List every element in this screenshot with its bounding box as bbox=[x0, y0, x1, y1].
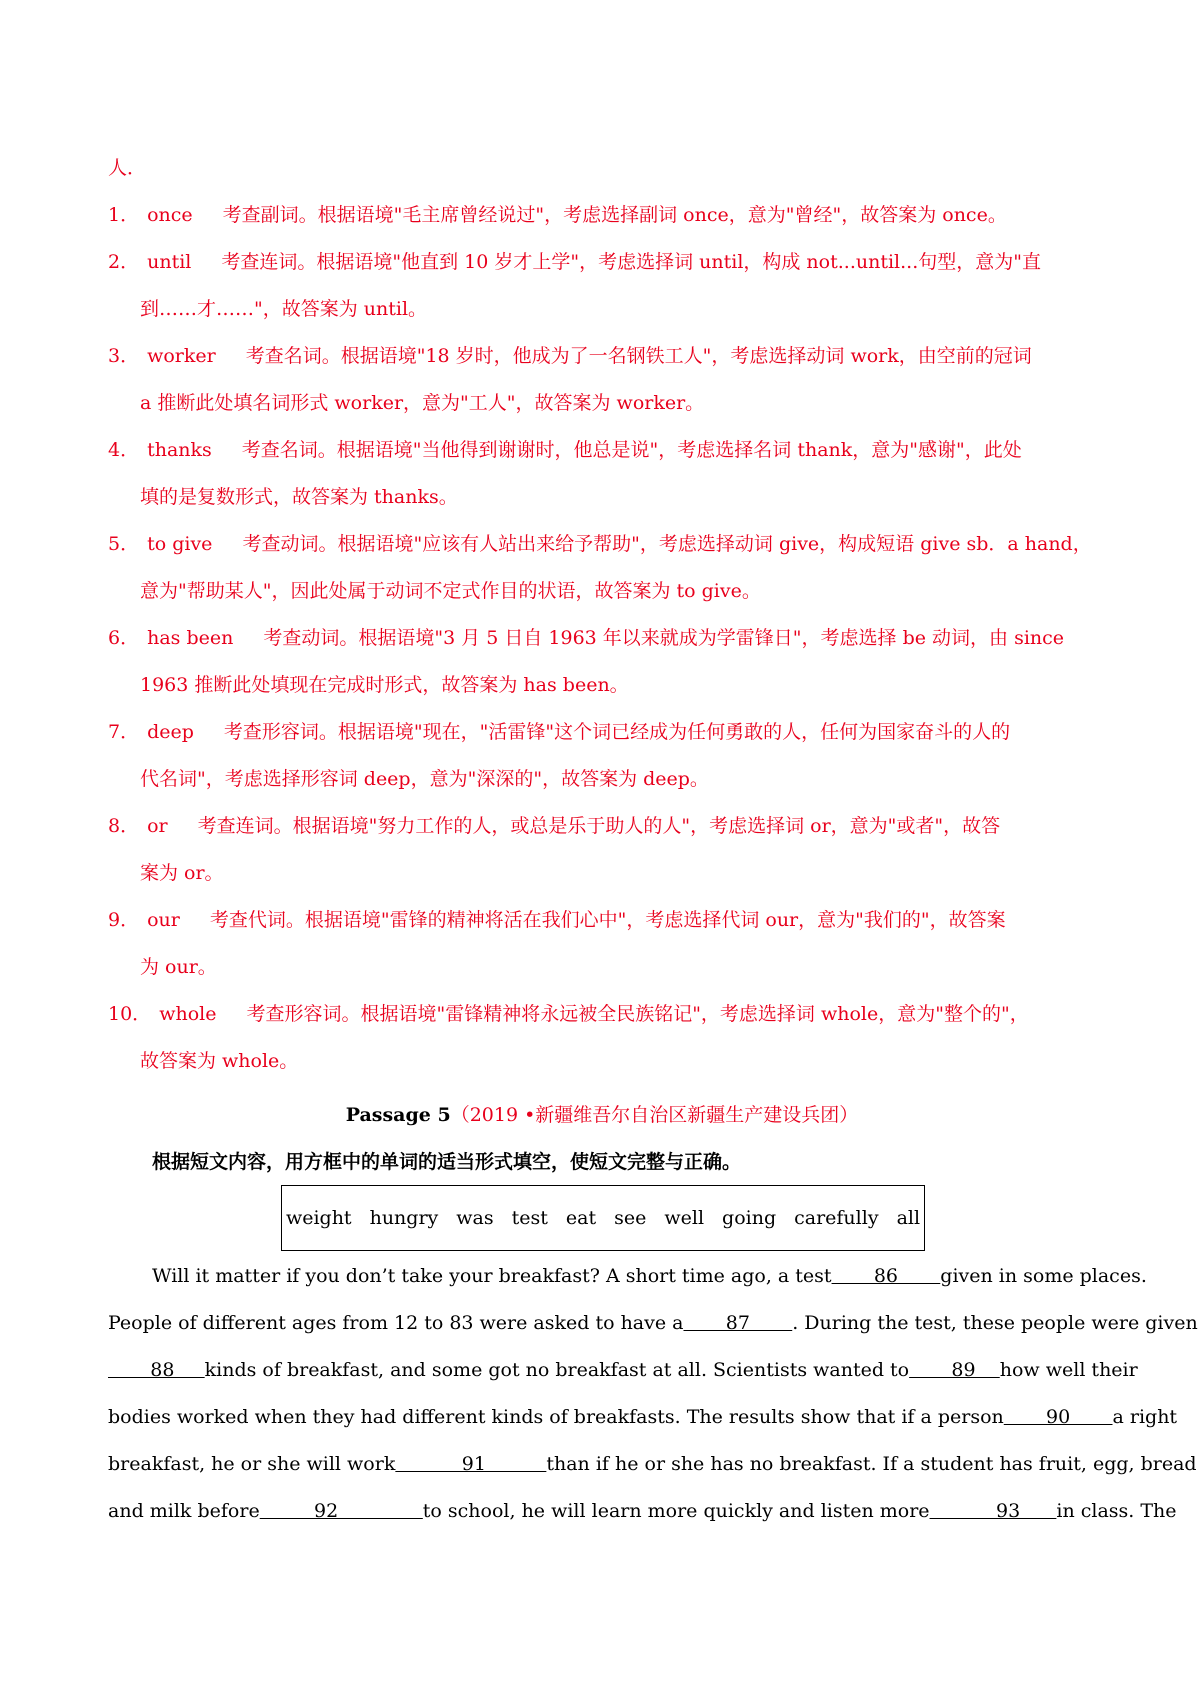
answer-item bbox=[108, 709, 1096, 803]
word-bank-item: eat bbox=[565, 1207, 597, 1229]
answer-explanation: 考查连词。根据语境"努力工作的人，或总是乐于助人的人"，考虑选择词 or，意为"或者"，故答 bbox=[197, 815, 1001, 837]
blank-field: 87 bbox=[683, 1312, 793, 1334]
answer-number: 7． bbox=[108, 721, 140, 743]
answer-explanation: 考查代词。根据语境"雷锋的精神将活在我们心中"，考虑选择代词 our，意为"我们的"，故答案 bbox=[209, 909, 1006, 931]
answer-item bbox=[108, 803, 1096, 897]
answer-word: to give bbox=[147, 533, 213, 555]
passage-text: given in some places. bbox=[940, 1265, 1147, 1287]
answer-word: our bbox=[147, 909, 180, 931]
passage-text: and milk before bbox=[108, 1500, 260, 1522]
answer-number: 1． bbox=[108, 204, 140, 226]
answer-word: has been bbox=[147, 627, 234, 649]
passage-line bbox=[108, 1253, 1147, 1300]
passage-text: . During the test, these people were given bbox=[792, 1312, 1198, 1334]
answer-explanation-continued: 填的是复数形式，故答案为 thanks。 bbox=[140, 486, 458, 508]
answer-word: until bbox=[147, 251, 192, 273]
passage-line bbox=[108, 1347, 1138, 1394]
word-bank-item: test bbox=[511, 1207, 548, 1229]
passage-title-line bbox=[108, 1092, 1096, 1139]
word-bank-item: was bbox=[456, 1207, 494, 1229]
answer-explanation-continued: 意为"帮助某人"，因此处属于动词不定式作目的状语，故答案为 to give。 bbox=[140, 580, 761, 602]
answer-explanation: 考查连词。根据语境"他直到 10 岁才上学"，考虑选择词 until，构成 not...until...句型，意为"直 bbox=[221, 251, 1041, 273]
passage-header bbox=[108, 1092, 1096, 1186]
answer-number: 4． bbox=[108, 439, 140, 461]
answer-item bbox=[108, 427, 1096, 521]
carry-over-text: 人． bbox=[108, 157, 147, 179]
blank-field: 86 bbox=[831, 1265, 941, 1287]
answer-explanation-continued: 为 our。 bbox=[140, 956, 217, 978]
word-bank-item: all bbox=[896, 1207, 921, 1229]
passage-text: bodies worked when they had different kinds of breakfasts. The results show that if a person bbox=[108, 1406, 1004, 1428]
passage-text: a right bbox=[1112, 1406, 1178, 1428]
word-bank-box bbox=[281, 1185, 925, 1251]
answer-number: 3． bbox=[108, 345, 140, 367]
passage-text: kinds of breakfast, and some got no breakfast at all. Scientists wanted to bbox=[204, 1359, 910, 1381]
passage-text: People of different ages from 12 to 83 were asked to have a bbox=[108, 1312, 684, 1334]
blank-field: 91 bbox=[395, 1453, 547, 1475]
answer-item bbox=[108, 897, 1096, 991]
passage-body bbox=[108, 1253, 1198, 1535]
answer-word: or bbox=[147, 815, 168, 837]
answer-word: once bbox=[147, 204, 193, 226]
answer-word: whole bbox=[159, 1003, 217, 1025]
passage-text: Will it matter if you don’t take your breakfast? A short time ago, a test bbox=[152, 1265, 832, 1287]
answer-explanation: 考查动词。根据语境"3 月 5 日自 1963 年以来就成为学雷锋日"，考虑选择 be 动词，由 since bbox=[263, 627, 1065, 649]
answer-explanation-continued: 故答案为 whole。 bbox=[140, 1050, 299, 1072]
instruction-text: 根据短文内容，用方框中的单词的适当形式填空，使短文完整与正确。 bbox=[152, 1151, 742, 1173]
answer-explanation: 考查名词。根据语境"18 岁时，他成为了一名钢铁工人"，考虑选择动词 work，由空前的冠词 bbox=[245, 345, 1032, 367]
blank-field: 88 bbox=[108, 1359, 205, 1381]
passage-title: Passage 5 bbox=[345, 1104, 451, 1126]
answer-section bbox=[108, 145, 1096, 1085]
answer-item bbox=[108, 991, 1096, 1085]
answer-explanation-continued: 1963 推断此处填现在完成时形式，故答案为 has been。 bbox=[140, 674, 629, 696]
answer-item bbox=[108, 333, 1096, 427]
answer-explanation-continued: 代名词"，考虑选择形容词 deep，意为"深深的"，故答案为 deep。 bbox=[140, 768, 709, 790]
answer-number: 8． bbox=[108, 815, 140, 837]
passage-source: （2019 •新疆维吾尔自治区新疆生产建设兵团） bbox=[450, 1104, 859, 1126]
answer-number: 9． bbox=[108, 909, 140, 931]
word-bank-item: carefully bbox=[794, 1207, 879, 1229]
passage-line bbox=[108, 1488, 1177, 1535]
passage-text: breakfast, he or she will work bbox=[108, 1453, 396, 1475]
passage-text: than if he or she has no breakfast. If a student has fruit, egg, bread bbox=[546, 1453, 1197, 1475]
passage-text: to school, he will learn more quickly and listen more bbox=[422, 1500, 930, 1522]
answer-item bbox=[108, 615, 1096, 709]
answer-explanation: 考查形容词。根据语境"雷锋精神将永远被全民族铭记"，考虑选择词 whole，意为"整个的"， bbox=[246, 1003, 1029, 1025]
answer-explanation-continued: 案为 or。 bbox=[140, 862, 224, 884]
answer-word: worker bbox=[147, 345, 216, 367]
answer-explanation: 考查动词。根据语境"应该有人站出来给予帮助"，考虑选择动词 give，构成短语 give sb．a hand， bbox=[242, 533, 1092, 555]
answer-explanation: 考查形容词。根据语境"现在，"活雷锋"这个词已经成为任何勇敢的人，任何为国家奋斗的人的 bbox=[223, 721, 1011, 743]
blank-field: 89 bbox=[909, 1359, 1000, 1381]
passage-text: in class. The bbox=[1056, 1500, 1177, 1522]
answer-explanation: 考查名词。根据语境"当他得到谢谢时，他总是说"，考虑选择名词 thank，意为"感谢"，此处 bbox=[241, 439, 1022, 461]
answer-list bbox=[108, 192, 1096, 1085]
word-bank-item: going bbox=[722, 1207, 777, 1229]
passage-line bbox=[108, 1441, 1197, 1488]
blank-field: 92 bbox=[259, 1500, 423, 1522]
word-bank-item: weight bbox=[285, 1207, 352, 1229]
answer-word: thanks bbox=[147, 439, 212, 461]
answer-number: 10． bbox=[108, 1003, 152, 1025]
passage-line bbox=[108, 1394, 1178, 1441]
blank-field: 93 bbox=[929, 1500, 1057, 1522]
answer-number: 5． bbox=[108, 533, 140, 555]
answer-item bbox=[108, 192, 1096, 239]
answer-number: 2． bbox=[108, 251, 140, 273]
answer-item bbox=[108, 521, 1096, 615]
answer-item bbox=[108, 239, 1096, 333]
answer-number: 6． bbox=[108, 627, 140, 649]
answer-explanation-continued: 到……才……"，故答案为 until。 bbox=[140, 298, 428, 320]
answer-explanation-continued: a 推断此处填名词形式 worker，意为"工人"，故答案为 worker。 bbox=[140, 392, 705, 414]
word-bank-item: well bbox=[664, 1207, 705, 1229]
blank-field: 90 bbox=[1003, 1406, 1113, 1428]
passage-line bbox=[108, 1300, 1198, 1347]
answer-explanation: 考查副词。根据语境"毛主席曾经说过"，考虑选择副词 once，意为"曾经"，故答案为 once。 bbox=[222, 204, 1007, 226]
word-bank-item: hungry bbox=[369, 1207, 439, 1229]
answer-word: deep bbox=[147, 721, 194, 743]
passage-text: how well their bbox=[999, 1359, 1138, 1381]
word-bank-item: see bbox=[614, 1207, 647, 1229]
